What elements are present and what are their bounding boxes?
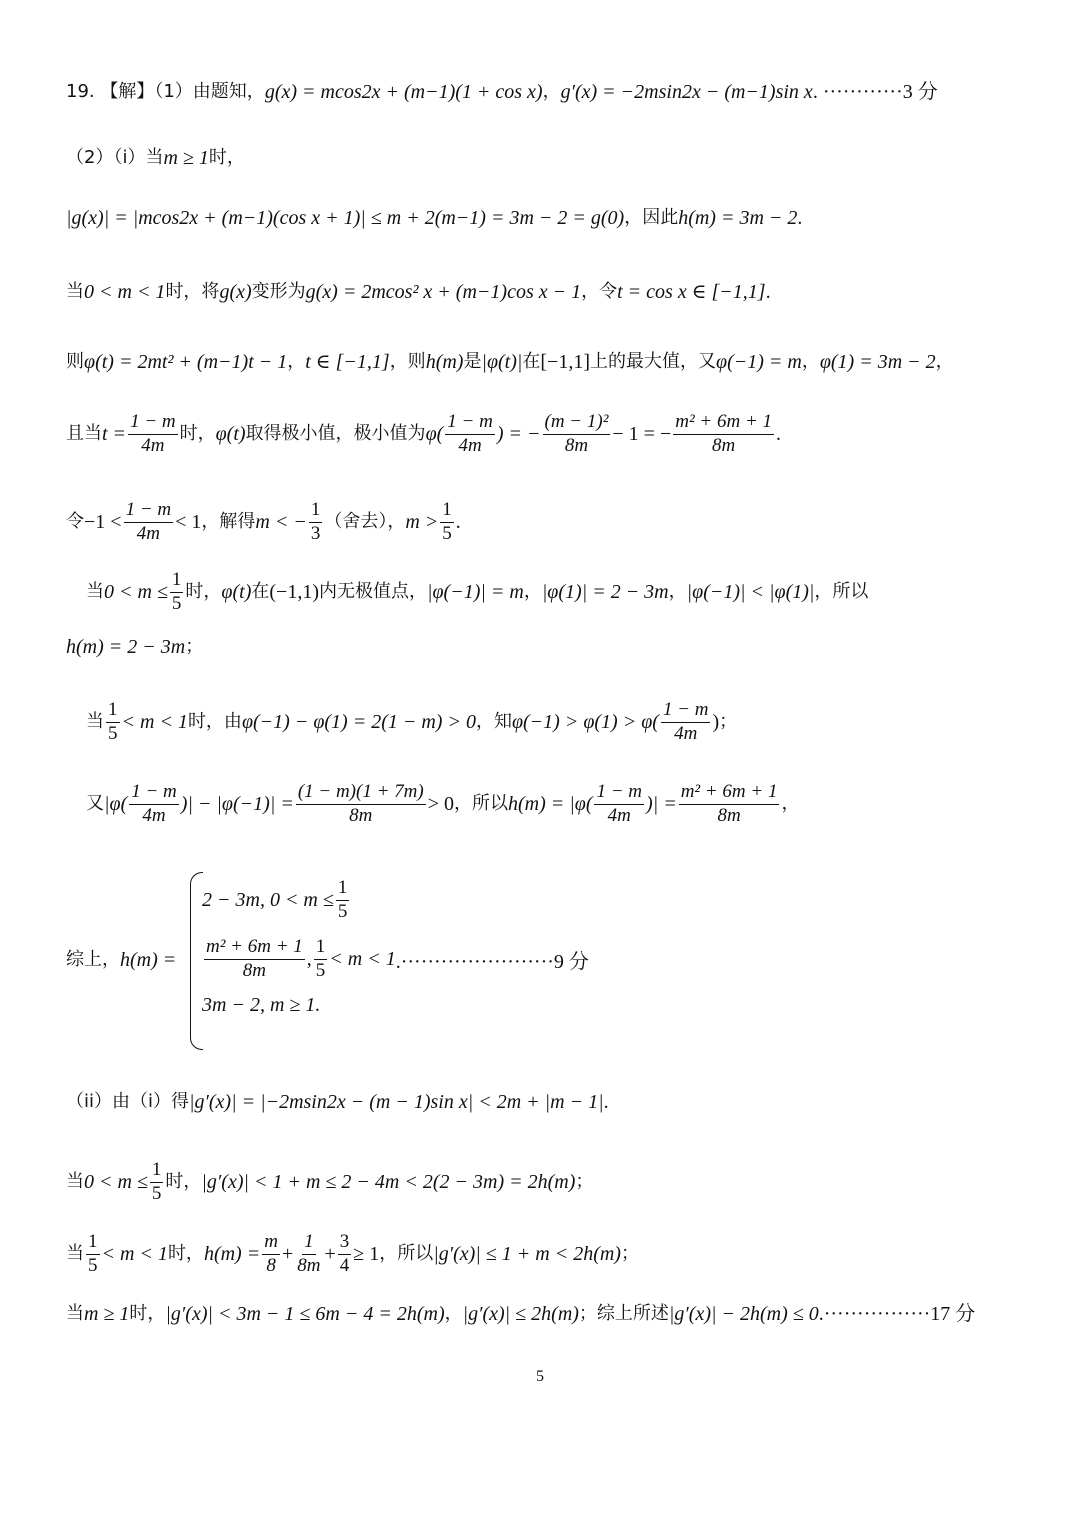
formula: h(m) =	[120, 949, 177, 971]
text: 当	[66, 1243, 84, 1265]
fraction: $\frac{(1 - m)(1 + 7m)}{8m}$	[297, 781, 424, 826]
formula: 0 < m ≤	[104, 581, 168, 604]
fraction: $\frac{\text{m² + 6m + 1}}{8m}$	[675, 411, 773, 456]
text: 当	[66, 1171, 84, 1193]
formula: t =	[102, 423, 127, 446]
fraction: $\frac{1 - m}{4m}$	[662, 699, 709, 744]
text: ，解得	[201, 511, 256, 533]
fraction: $\frac{1}{3}$	[310, 499, 321, 544]
formula: )	[712, 711, 720, 734]
text: ，	[801, 351, 820, 372]
formula: ≥ 1	[353, 1243, 380, 1266]
formula: |g′(x)| − 2h(m) ≤ 0	[668, 1303, 819, 1325]
fraction: $\frac{1}{5}$	[442, 499, 452, 544]
text: 在	[522, 351, 541, 372]
formula: φ(−1) − φ(1) = 2(1 − m) > 0	[241, 711, 476, 734]
part-ii-case2-line	[66, 1232, 1040, 1277]
fraction: $\frac{1 - m}{4m}$	[596, 781, 643, 826]
text: 当	[86, 711, 104, 733]
fraction: $\frac{1}{8m}$	[297, 1231, 321, 1276]
text: .	[776, 423, 782, 446]
text: 令	[66, 511, 84, 533]
text: ，	[523, 581, 542, 603]
formula: −1 <	[84, 511, 122, 534]
text: ，所以	[814, 581, 869, 603]
part2-heading	[66, 148, 1040, 168]
fraction: $\frac{1}{5}$	[88, 1231, 98, 1276]
text: 时，	[129, 1303, 166, 1324]
formula: |φ(−1)| = m	[426, 581, 524, 604]
case-m-ge-1-line	[66, 208, 1040, 228]
text: 时，	[185, 581, 222, 603]
text: ，	[444, 1303, 463, 1324]
fraction: $\frac{1 - m}{4m}$	[447, 411, 493, 456]
formula: h(m) = |φ(	[508, 793, 593, 816]
formula: g′(x) = −2msin2x − (m−1)sin x	[560, 81, 813, 103]
score-mark: .·······················9 分	[395, 950, 589, 973]
text: 时，将	[165, 281, 220, 302]
fraction: $\frac{m}{8}$	[264, 1231, 278, 1276]
text: 上的最大值，又	[590, 351, 716, 372]
text: ，因此	[624, 207, 679, 228]
text: ，	[542, 81, 561, 102]
fraction: $\frac{\text{m² + 6m + 1}}{8m}$	[680, 781, 778, 826]
text: 时，由	[187, 711, 242, 733]
text: ，知	[475, 711, 512, 733]
formula: φ(t)	[215, 423, 246, 446]
formula: h(m) = 2 − 3m	[66, 636, 186, 658]
formula: (−1,1)	[269, 581, 319, 604]
text: .	[455, 511, 461, 534]
formula: h(m) = 3m − 2	[678, 207, 798, 229]
h-small-m-line	[66, 637, 1040, 657]
formula: ) = −	[496, 423, 541, 446]
text: （舍去），	[324, 511, 406, 533]
minimum-value-line	[66, 412, 1040, 457]
fraction: $\frac{1 - m}{4m}$	[130, 411, 176, 456]
text: .	[765, 281, 771, 303]
score-mark: .················17 分	[818, 1303, 976, 1325]
formula: φ(t) = 2mt² + (m−1)t − 1	[84, 351, 288, 373]
formula: t ∈ [−1,1]	[305, 351, 390, 373]
text: ，令	[581, 281, 618, 302]
fraction: $\frac{1}{5}$	[171, 569, 182, 614]
case-small-m-line	[86, 570, 1040, 615]
formula: |g′(x)| < 3m − 1 ≤ 6m − 4 = 2h(m)	[165, 1303, 445, 1325]
formula: m >	[405, 511, 439, 534]
part-ii-case1-line	[66, 1160, 1040, 1205]
text: 内无极值点，	[318, 581, 427, 603]
text: 时，	[165, 1171, 202, 1193]
text: ，	[781, 793, 800, 815]
text: ；	[575, 1171, 594, 1193]
part-ii-case3-line	[66, 1304, 1040, 1324]
text: ，	[668, 581, 687, 603]
piecewise-case-3: 3m − 2, m ≥ 1.	[202, 994, 321, 1016]
text: ；	[719, 711, 738, 733]
text: .	[797, 207, 803, 229]
text: ，	[287, 351, 306, 372]
formula: t = cos x ∈ [−1,1]	[617, 281, 766, 303]
fraction: $\frac{\text{m² + 6m + 1}}{8m}$	[206, 936, 303, 981]
fraction: $\frac{1}{5}$	[315, 936, 326, 981]
text: 时，	[167, 1243, 204, 1265]
text: 当	[86, 581, 104, 603]
formula: |φ(−1)| < |φ(1)|	[686, 581, 815, 604]
text: 时，	[179, 423, 216, 445]
formula: < m < 1	[101, 1243, 168, 1266]
formula: [−1,1]	[540, 351, 590, 373]
formula: g(x)	[219, 281, 252, 303]
formula: |φ(	[104, 793, 128, 816]
text: 综上，	[66, 949, 120, 970]
text: （ii）由（i）得	[66, 1091, 190, 1112]
formula: m < −	[255, 511, 307, 534]
formula: > 0	[427, 793, 454, 816]
text: ；	[185, 636, 204, 657]
range-condition-line	[66, 500, 1040, 545]
text: ，所以	[454, 793, 508, 815]
formula: +	[324, 1243, 336, 1266]
text: （2）（i）当	[66, 147, 164, 168]
formula: m ≥ 1	[84, 1303, 130, 1325]
text: 是	[463, 351, 482, 372]
fraction: $\frac{3}{4}$	[339, 1231, 350, 1276]
formula: − 1 = −	[612, 423, 672, 446]
formula: g(x) = 2mcos² x + (m−1)cos x − 1	[305, 281, 582, 303]
page-number: 5	[536, 1368, 544, 1385]
text: 又	[86, 793, 104, 815]
text: 当	[66, 281, 84, 302]
substitution-line	[66, 282, 1040, 302]
formula: h(m)	[425, 351, 464, 373]
formula: 0 < m ≤	[84, 1171, 148, 1194]
text: 19. 【解】（1）由题知，	[66, 81, 265, 102]
part-ii-line	[66, 1092, 1040, 1112]
formula: |φ(t)|	[481, 351, 523, 373]
formula: φ(−1) > φ(1) > φ(	[511, 711, 659, 734]
fraction: $\frac{1}{5}$	[151, 1159, 162, 1204]
text: 则	[66, 351, 84, 372]
formula: |g′(x)| = |−2msin2x − (m − 1)sin x| < 2m + |m − 1|	[189, 1091, 604, 1113]
formula: φ(t)	[221, 581, 252, 604]
text: 取得极小值，极小值为	[245, 423, 426, 445]
case-mid-m-line	[86, 700, 1040, 745]
text: .	[603, 1091, 609, 1113]
text: 时，	[208, 147, 245, 168]
solution-header-line	[66, 82, 1040, 102]
fraction: $\frac{1}{5}$	[337, 877, 348, 922]
fraction: $\frac{1}{5}$	[108, 699, 118, 744]
formula: < m < 1	[121, 711, 188, 734]
text: ；	[620, 1243, 639, 1265]
text: ，	[935, 351, 954, 372]
formula: φ(−1) = m	[716, 351, 802, 373]
piecewise-case-2: $\frac{\text{m² + 6m + 1}}{8m}$ , $\frac{1}{5}$ < m < 1 .·······················9 分	[206, 936, 589, 981]
formula: |g′(x)| < 1 + m ≤ 2 − 4m < 2(2 − 3m) = 2h(m)	[201, 1171, 576, 1194]
formula: |φ(1)| = 2 − 3m	[541, 581, 669, 604]
text: ，所以	[379, 1243, 434, 1265]
formula: φ(	[425, 423, 444, 446]
formula: |g′(x)| ≤ 2h(m)	[462, 1303, 579, 1325]
score-mark: . ············3 分	[812, 81, 938, 103]
text: 变形为	[251, 281, 306, 302]
formula: 0 < m < 1	[84, 281, 166, 303]
fraction: $\frac{1 - m}{4m}$	[125, 499, 172, 544]
comparison-line	[86, 782, 1040, 827]
phi-definition-line	[66, 352, 1040, 372]
formula: φ(1) = 3m − 2	[819, 351, 936, 373]
piecewise-case-1: 2 − 3m, 0 < m ≤ $\frac{1}{5}$	[202, 877, 348, 922]
formula: |g′(x)| ≤ 1 + m < 2h(m)	[433, 1243, 621, 1266]
formula: < 1	[175, 511, 202, 534]
formula: h(m) =	[203, 1243, 261, 1266]
formula: |g(x)| = |mcos2x + (m−1)(cos x + 1)| ≤ m + 2(m−1) = 3m − 2 = g(0)	[66, 207, 625, 229]
formula: )| − |φ(−1)| =	[180, 793, 294, 816]
formula: )| =	[646, 793, 677, 816]
text: 当	[66, 1303, 84, 1324]
fraction: $\frac{\text{(m − 1)²}}{8m}$	[544, 411, 609, 456]
text: 在	[251, 581, 270, 603]
fraction: $\frac{1 - m}{4m}$	[131, 781, 177, 826]
formula: m ≥ 1	[163, 147, 209, 169]
text: ，则	[389, 351, 426, 372]
text: 且当	[66, 423, 102, 445]
formula: g(x) = mcos2x + (m−1)(1 + cos x)	[264, 81, 543, 103]
text: ；综上所述	[578, 1303, 669, 1324]
formula: +	[281, 1243, 294, 1266]
